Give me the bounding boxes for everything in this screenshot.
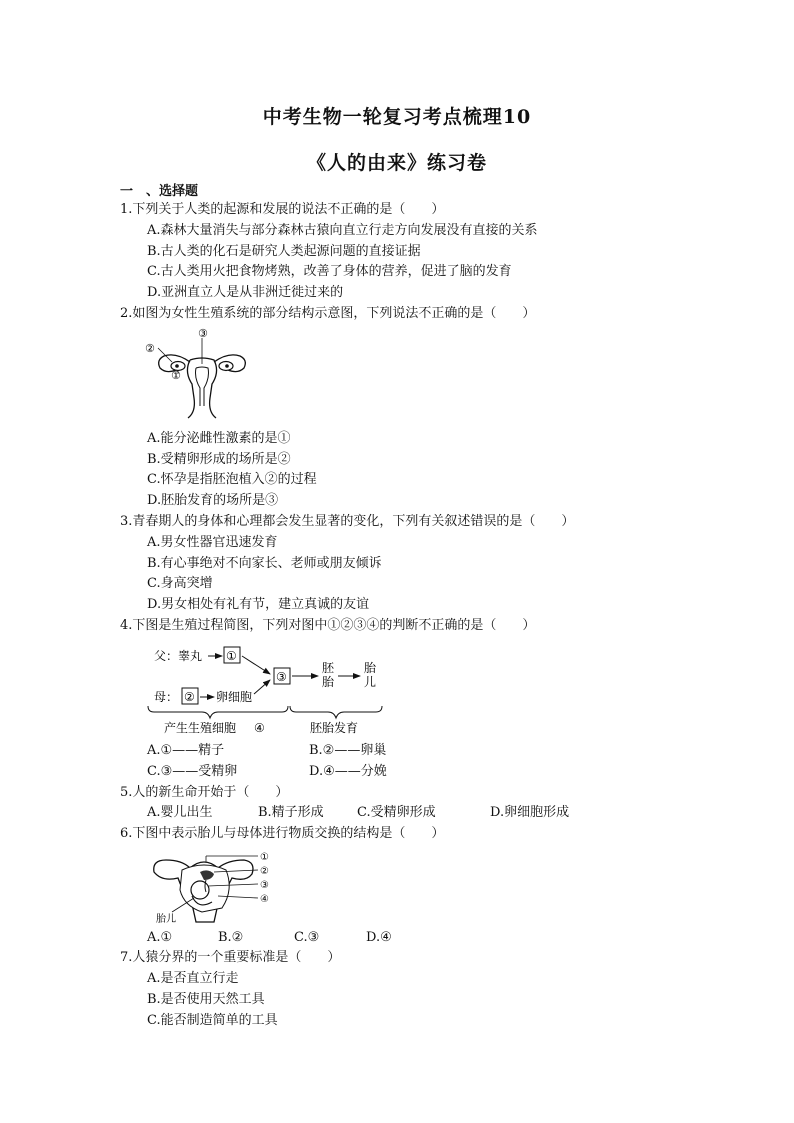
q4-box-3: ③ xyxy=(276,670,287,684)
q2-label-3: ③ xyxy=(198,328,208,340)
q1-stem: 1.下列关于人类的起源和发展的说法不正确的是（ ） xyxy=(120,202,445,217)
q6-label-4: ④ xyxy=(260,894,269,905)
q4-option-c: C.③——受精卵 xyxy=(147,764,238,779)
q7-option-b: B.是否使用天然工具 xyxy=(147,992,265,1007)
q6-option-d: D.④ xyxy=(366,930,392,945)
q5-option-d: D.卵细胞形成 xyxy=(490,805,570,820)
q3-stem: 3.青春期人的身体和心理都会发生显著的变化，下列有关叙述错误的是（ ） xyxy=(120,514,575,529)
q6-option-b: B.② xyxy=(218,930,244,945)
q4-fetus-bottom: 儿 xyxy=(364,675,377,689)
page-subtitle: 《人的由来》练习卷 xyxy=(306,152,487,174)
q4-box-2: ② xyxy=(184,690,195,704)
q2-label-1: ① xyxy=(171,369,181,382)
q4-option-a: A.①——精子 xyxy=(147,743,225,758)
q3-option-b: B.有心事绝对不向家长、老师或朋友倾诉 xyxy=(147,556,382,571)
q1-option-b: B.古人类的化石是研究人类起源问题的直接证据 xyxy=(147,244,421,259)
q3-option-d: D.男女相处有礼有节，建立真诚的友谊 xyxy=(147,597,370,612)
q5-stem: 5.人的新生命开始于（ ） xyxy=(120,785,289,800)
q5-option-a: A.婴儿出生 xyxy=(147,805,213,820)
q2-option-b: B.受精卵形成的场所是② xyxy=(147,452,291,467)
q4-embryo-top: 胚 xyxy=(322,661,335,675)
q6-stem: 6.下图中表示胎儿与母体进行物质交换的结构是（ ） xyxy=(120,826,445,841)
fetus-in-uterus-diagram xyxy=(142,846,274,924)
q6-label-2: ② xyxy=(260,866,269,877)
q6-option-a: A.① xyxy=(147,930,173,945)
q4-stem: 4.下图是生殖过程简图，下列对图中①②③④的判断不正确的是（ ） xyxy=(120,618,536,633)
q3-option-c: C.身高突增 xyxy=(147,576,213,591)
q5-option-b: B.精子形成 xyxy=(258,805,324,820)
q7-stem: 7.人猿分界的一个重要标准是（ ） xyxy=(120,950,341,965)
q1-option-a: A.森林大量消失与部分森林古猿向直立行走方向发展没有直接的关系 xyxy=(147,223,538,238)
q2-label-2: ② xyxy=(145,342,155,355)
q4-option-b: B.②——卵巢 xyxy=(309,743,387,758)
q4-stage-1: 产生生殖细胞 xyxy=(164,721,237,735)
q4-stage-2: 胚胎发育 xyxy=(310,721,359,735)
q2-option-d: D.胚胎发育的场所是③ xyxy=(147,493,279,508)
q3-option-a: A.男女性器官迅速发育 xyxy=(147,535,278,550)
q6-label-3: ③ xyxy=(260,880,269,891)
q7-option-a: A.是否直立行走 xyxy=(147,971,239,986)
q1-option-d: D.亚洲直立人是从非洲迁徙过来的 xyxy=(147,285,344,300)
section-heading: 一 、选择题 xyxy=(120,184,199,199)
q6-label-1: ① xyxy=(260,852,269,863)
q4-egg: 卵细胞 xyxy=(216,690,253,704)
q6-fetus-label: 胎儿 xyxy=(156,914,176,924)
q4-father: 父：睾丸 xyxy=(154,649,203,663)
q7-option-c: C.能否制造简单的工具 xyxy=(147,1013,278,1028)
page-title: 中考生物一轮复习考点梳理10 xyxy=(262,106,532,128)
q4-fetus-top: 胎 xyxy=(364,661,377,675)
q4-option-d: D.④——分娩 xyxy=(309,764,387,779)
female-reproductive-diagram xyxy=(142,328,262,422)
q2-option-c: C.怀孕是指胚泡植入②的过程 xyxy=(147,472,317,487)
q4-embryo-bottom: 胎 xyxy=(322,675,335,689)
q6-option-c: C.③ xyxy=(294,930,320,945)
q4-mother: 母： xyxy=(154,690,179,704)
q4-box-1: ① xyxy=(226,649,237,663)
reproduction-process-diagram xyxy=(142,640,392,738)
q1-option-c: C.古人类用火把食物烤熟，改善了身体的营养，促进了脑的发育 xyxy=(147,264,512,279)
q4-stage-4: ④ xyxy=(254,721,265,735)
q2-stem: 2.如图为女性生殖系统的部分结构示意图，下列说法不正确的是（ ） xyxy=(120,306,536,321)
q5-option-c: C.受精卵形成 xyxy=(357,805,436,820)
q2-option-a: A.能分泌雌性激素的是① xyxy=(147,431,291,446)
